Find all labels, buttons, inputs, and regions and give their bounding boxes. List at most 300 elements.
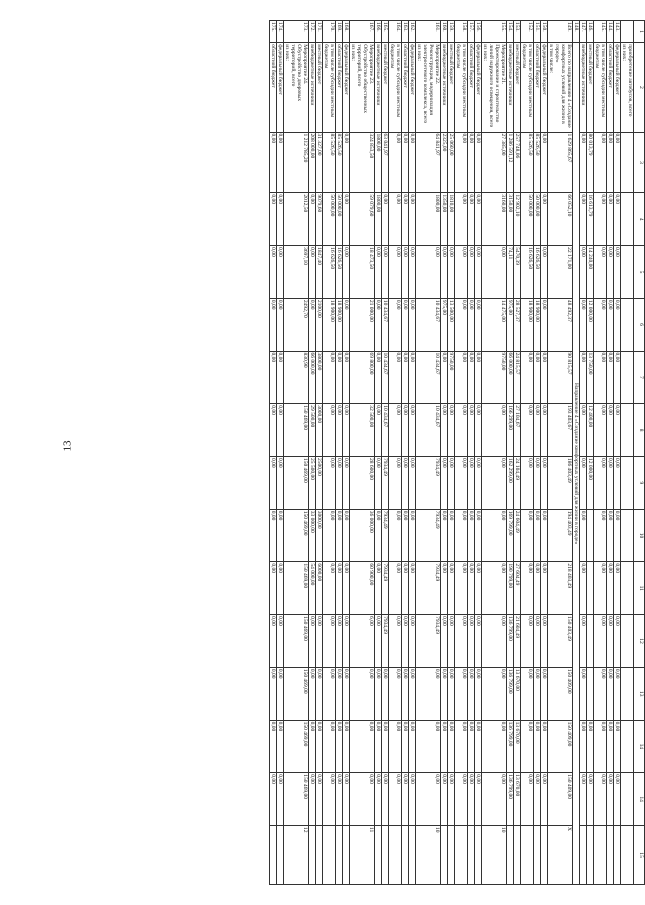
table-cell: 0,00 xyxy=(402,615,409,668)
row-number: 151. xyxy=(534,21,541,43)
table-cell: 0,00 xyxy=(521,509,534,562)
table-cell: 36 000,00 xyxy=(350,509,375,562)
table-cell: 11 xyxy=(350,826,375,885)
table-cell: 0,00 xyxy=(336,404,343,457)
table-cell: 0,00 xyxy=(587,720,594,773)
table-cell: 0,00 xyxy=(389,193,402,246)
table-cell: 0,00 xyxy=(594,351,607,404)
table-cell: 0,00 xyxy=(541,720,548,773)
row-number: 150. xyxy=(541,21,548,43)
table-cell: 0,00 xyxy=(343,193,350,246)
table-cell: 0,00 xyxy=(277,404,284,457)
table-cell: 0,00 xyxy=(270,193,277,246)
table-cell: 0,00 xyxy=(389,667,402,720)
table-cell: 12 000,00 xyxy=(587,456,594,509)
table-cell: 0,00 xyxy=(614,562,621,615)
table-cell: 0,00 xyxy=(580,562,587,615)
row-number: 174. xyxy=(277,21,284,43)
table-cell: 24 815,57 xyxy=(514,351,521,404)
row-label: в том числе субсидии местным бюджетам xyxy=(323,43,336,132)
table-cell: 0,00 xyxy=(534,562,541,615)
table-cell: 0,00 xyxy=(375,720,382,773)
table-cell: 0,00 xyxy=(580,351,587,404)
table-cell: 10 434,67 xyxy=(382,298,389,351)
table-cell: 0,00 xyxy=(409,298,416,351)
row-number: 163. xyxy=(402,21,409,43)
table-row xyxy=(541,21,548,885)
table-row xyxy=(375,21,382,885)
table-cell: 0,00 xyxy=(475,667,482,720)
table-cell: 1 286 591,12 xyxy=(507,132,514,193)
table-cell: 0,00 xyxy=(409,720,416,773)
table-cell: 0,00 xyxy=(534,456,541,509)
row-label: Мероприятие 24. Обустройство дворовых территорий, всего из них: xyxy=(284,43,309,132)
table-cell: 194 403,49 xyxy=(548,509,573,562)
table-cell: 14 240,00 xyxy=(587,246,594,299)
header-row xyxy=(634,21,645,885)
table-cell: 1800,00 xyxy=(375,193,382,246)
row-label: Мероприятие 22. Реконструкция, модернизация электросетевого комплекса, всего из них: xyxy=(416,43,441,132)
section-title: Направление 4 «Создание комфортных условий для жизни в городе» xyxy=(573,43,580,885)
table-cell: 150 409,00 xyxy=(548,667,573,720)
table-cell: 0,00 xyxy=(270,298,277,351)
table-cell: 0,00 xyxy=(389,509,402,562)
table-cell: 0,00 xyxy=(475,298,482,351)
table-cell xyxy=(448,826,455,885)
table-cell xyxy=(521,826,534,885)
table-cell: 0,00 xyxy=(375,667,382,720)
table-cell: 0,00 xyxy=(323,351,336,404)
table-cell: 0,00 xyxy=(594,720,607,773)
table-cell: 0,00 xyxy=(336,456,343,509)
table-cell: 0,00 xyxy=(541,298,548,351)
table-cell: 16 626,50 xyxy=(521,246,534,299)
table-cell: 3150,00 xyxy=(507,193,514,246)
table-cell: 32 500,00 xyxy=(350,404,375,457)
table-cell xyxy=(375,826,382,885)
table-cell: 0,00 xyxy=(316,773,323,826)
table-cell: 150 469,00 xyxy=(284,404,309,457)
table-cell: 136 799,00 xyxy=(507,773,514,826)
table-cell: 69 800,00 xyxy=(350,351,375,404)
table-cell xyxy=(621,404,634,457)
table-cell: 0,00 xyxy=(375,456,382,509)
table-cell: 190 799,00 xyxy=(507,562,514,615)
table-cell: 0,00 xyxy=(343,773,350,826)
table-cell xyxy=(514,826,521,885)
column-header: 12 xyxy=(634,615,645,668)
budget-table xyxy=(269,20,645,885)
table-row xyxy=(316,21,323,885)
table-cell: 150 403,49 xyxy=(548,615,573,668)
table-cell: 50 000,00 xyxy=(336,193,343,246)
table-cell: 0,00 xyxy=(389,404,402,457)
table-cell: 5470,39 xyxy=(514,246,521,299)
table-cell: 0,00 xyxy=(441,667,448,720)
table-cell: 0,00 xyxy=(336,773,343,826)
table-cell: 0,00 xyxy=(468,246,475,299)
table-cell: 0,00 xyxy=(614,615,621,668)
row-label: в том числе субсидии местным бюджетам xyxy=(594,43,607,132)
table-cell: 0,00 xyxy=(441,720,448,773)
column-header: 8 xyxy=(634,404,645,457)
table-cell xyxy=(621,456,634,509)
table-cell: 14 475,00 xyxy=(482,298,507,351)
table-cell: 0,00 xyxy=(441,615,448,668)
row-label: федеральный бюджет xyxy=(541,43,548,132)
table-cell xyxy=(621,773,634,826)
table-cell: 0,00 xyxy=(323,456,336,509)
row-number: 143. xyxy=(614,21,621,43)
row-label: федеральный бюджет xyxy=(343,43,350,132)
table-cell: 0,00 xyxy=(409,509,416,562)
table-cell: 0,00 xyxy=(323,562,336,615)
table-cell: 166 299,00 xyxy=(507,404,514,457)
table-cell: 0,00 xyxy=(614,773,621,826)
table-cell: 29 500,00 xyxy=(309,404,316,457)
row-label: местный бюджет xyxy=(316,43,323,132)
table-cell: 0,00 xyxy=(607,132,614,193)
column-header: 1 xyxy=(634,21,645,43)
table-cell: 0,00 xyxy=(270,720,277,773)
table-cell: 0,00 xyxy=(468,351,475,404)
row-label: местный бюджет xyxy=(448,43,455,132)
table-row xyxy=(514,21,521,885)
row-number: 158. xyxy=(455,21,468,43)
table-cell: 0,00 xyxy=(482,562,507,615)
table-cell: 0,00 xyxy=(375,298,382,351)
table-cell: 0,00 xyxy=(389,351,402,404)
table-cell: 0,00 xyxy=(389,720,402,773)
row-number: 153. xyxy=(514,21,521,43)
table-cell: 0,00 xyxy=(409,615,416,668)
table-cell: 0,00 xyxy=(402,132,409,193)
table-cell: 0,00 xyxy=(594,509,607,562)
table-cell: 0,00 xyxy=(448,615,455,668)
table-row xyxy=(284,21,309,885)
table-cell: 975,00 xyxy=(441,298,448,351)
table-cell: 150 469,00 xyxy=(284,773,309,826)
table-cell: 0,00 xyxy=(521,351,534,404)
table-cell: 0,00 xyxy=(475,404,482,457)
table-cell xyxy=(614,826,621,885)
table-cell xyxy=(621,667,634,720)
table-row xyxy=(607,21,614,885)
table-cell: 0,00 xyxy=(455,562,468,615)
table-cell: 0,00 xyxy=(402,404,409,457)
table-cell: 0,00 xyxy=(336,509,343,562)
table-cell: 150 409,00 xyxy=(548,720,573,773)
table-cell: 0,00 xyxy=(468,615,475,668)
table-cell: 50 000,00 xyxy=(534,193,541,246)
table-cell: 0,00 xyxy=(607,193,614,246)
table-cell: 9750,00 xyxy=(448,351,455,404)
table-cell: 0,00 xyxy=(416,246,441,299)
table-cell: 1 212 785,20 xyxy=(284,132,309,193)
table-cell: 0,00 xyxy=(534,667,541,720)
table-cell: 136 799,00 xyxy=(507,615,514,668)
table-cell: 0,00 xyxy=(277,720,284,773)
table-cell: 0,00 xyxy=(455,246,468,299)
table-cell: 0,00 xyxy=(270,404,277,457)
table-cell: 0,00 xyxy=(455,615,468,668)
table-cell: 1350,00 xyxy=(441,193,448,246)
table-cell: 0,00 xyxy=(594,246,607,299)
table-cell: 13 500,00 xyxy=(448,298,455,351)
table-cell: 0,00 xyxy=(270,509,277,562)
column-header: 6 xyxy=(634,298,645,351)
table-cell: 0,00 xyxy=(614,667,621,720)
table-cell: 0,00 xyxy=(375,773,382,826)
table-cell: 0,00 xyxy=(580,404,587,457)
table-cell: 0,00 xyxy=(534,509,541,562)
row-label: федеральный бюджет xyxy=(475,43,482,132)
table-row xyxy=(382,21,389,885)
table-cell: 33 000,00 xyxy=(309,509,316,562)
table-cell: 3000,00 xyxy=(316,509,323,562)
table-cell: 2100,00 xyxy=(316,298,323,351)
table-cell: 0,00 xyxy=(343,404,350,457)
row-number: 161. xyxy=(416,21,441,43)
table-cell: 0,00 xyxy=(521,773,534,826)
table-cell: 0,00 xyxy=(309,193,316,246)
table-cell: 0,00 xyxy=(580,193,587,246)
column-header: 14 xyxy=(634,720,645,773)
row-label: областной бюджет xyxy=(402,43,409,132)
table-cell: 0,00 xyxy=(389,132,402,193)
table-cell xyxy=(507,826,514,885)
table-cell: 0,00 xyxy=(277,132,284,193)
table-cell: 85 526,50 xyxy=(336,132,343,193)
table-cell: 0,00 xyxy=(594,773,607,826)
row-label: федеральный бюджет xyxy=(277,43,284,132)
table-cell: 0,00 xyxy=(455,509,468,562)
table-cell: 0,00 xyxy=(343,562,350,615)
table-cell: 3160,00 xyxy=(482,193,507,246)
table-cell: 13 750,00 xyxy=(587,351,594,404)
table-cell: 0,00 xyxy=(607,562,614,615)
table-cell xyxy=(621,615,634,668)
row-number: 165. xyxy=(382,21,389,43)
table-cell: 7934,49 xyxy=(382,562,389,615)
table-cell: 0,00 xyxy=(389,246,402,299)
row-number: 169. xyxy=(336,21,343,43)
table-cell: 0,00 xyxy=(343,132,350,193)
table-cell: 3697,10 xyxy=(284,246,309,299)
page-number: 13 xyxy=(61,440,74,452)
table-cell: 0,00 xyxy=(541,509,548,562)
table-cell: 0,00 xyxy=(441,562,448,615)
table-row xyxy=(336,21,343,885)
row-number: 171. xyxy=(316,21,323,43)
table-cell xyxy=(621,826,634,885)
row-number: 149. xyxy=(548,21,573,43)
table-cell xyxy=(336,826,343,885)
table-cell: 16 626,50 xyxy=(534,246,541,299)
table-row xyxy=(416,21,441,885)
table-cell: 0,00 xyxy=(448,720,455,773)
table-cell: 0,00 xyxy=(409,456,416,509)
table-cell: 13 670,00 xyxy=(514,667,521,720)
row-number: 164. xyxy=(389,21,402,43)
table-cell xyxy=(621,246,634,299)
table-cell: 0,00 xyxy=(534,615,541,668)
table-cell: 0,00 xyxy=(270,246,277,299)
table-cell: 0,00 xyxy=(614,246,621,299)
table-cell: 0,00 xyxy=(594,404,607,457)
table-cell: 85 526,50 xyxy=(521,132,534,193)
table-cell: 0,00 xyxy=(323,615,336,668)
table-cell: 2492,70 xyxy=(284,298,309,351)
table-cell: 6000,00 xyxy=(316,562,323,615)
table-cell: 0,00 xyxy=(468,562,475,615)
table-cell: 0,00 xyxy=(277,667,284,720)
table-cell: 50 000,00 xyxy=(521,193,534,246)
column-header: 11 xyxy=(634,562,645,615)
table-cell: 150 469,00 xyxy=(284,562,309,615)
table-cell xyxy=(621,298,634,351)
table-cell: 0,00 xyxy=(270,351,277,404)
table-cell xyxy=(541,826,548,885)
table-row xyxy=(621,21,634,885)
table-cell: 0,00 xyxy=(343,509,350,562)
table-cell: 31 327,00 xyxy=(316,132,323,193)
table-cell: 0,00 xyxy=(316,667,323,720)
table-cell xyxy=(475,826,482,885)
row-label: областной бюджет xyxy=(607,43,614,132)
table-cell: 0,00 xyxy=(323,509,336,562)
table-cell: 21 000,00 xyxy=(350,298,375,351)
table-cell xyxy=(587,509,594,562)
table-cell: 0,00 xyxy=(316,615,323,668)
table-cell: 0,00 xyxy=(409,773,416,826)
row-label: федеральный бюджет xyxy=(409,43,416,132)
table-cell: 13 670,00 xyxy=(514,773,521,826)
table-cell xyxy=(309,826,316,885)
row-label: Всего по направлению 4 «Создание комфортных условий для жизни в городе» в том числе: xyxy=(548,43,573,132)
table-cell: 0,00 xyxy=(468,773,475,826)
table-cell: 25 500,00 xyxy=(309,456,316,509)
column-header: 15 xyxy=(634,826,645,885)
table-cell: 60 900,00 xyxy=(350,562,375,615)
row-number: 155. xyxy=(482,21,507,43)
table-cell: 10 xyxy=(482,826,507,885)
table-cell xyxy=(409,826,416,885)
table-cell: 7934,49 xyxy=(382,509,389,562)
table-cell: 10 434,67 xyxy=(416,404,441,457)
row-number: 156. xyxy=(475,21,482,43)
table-cell: 0,00 xyxy=(382,246,389,299)
row-label: местный бюджет xyxy=(587,43,594,132)
table-cell: 0,00 xyxy=(375,615,382,668)
row-number: 168. xyxy=(343,21,350,43)
table-cell: 0,00 xyxy=(416,667,441,720)
table-cell: 0,00 xyxy=(277,193,284,246)
table-cell: 10 434,67 xyxy=(382,351,389,404)
table-cell: 0,00 xyxy=(614,509,621,562)
table-cell xyxy=(580,826,587,885)
table-cell: 0,00 xyxy=(323,667,336,720)
table-cell: 0,00 xyxy=(475,562,482,615)
table-cell: 66 000,00 xyxy=(309,351,316,404)
table-cell: 0,00 xyxy=(270,615,277,668)
table-cell: 0,00 xyxy=(607,351,614,404)
table-cell xyxy=(621,132,634,193)
table-cell: 85 526,50 xyxy=(323,132,336,193)
table-cell: 0,00 xyxy=(594,132,607,193)
table-cell: 0,00 xyxy=(455,720,468,773)
table-cell xyxy=(587,667,594,720)
table-cell: 0,00 xyxy=(594,562,607,615)
table-cell: 0,00 xyxy=(309,298,316,351)
table-cell: 0,00 xyxy=(614,404,621,457)
table-cell: 162 299,00 xyxy=(507,456,514,509)
table-cell: 0,00 xyxy=(475,773,482,826)
table-cell: 0,00 xyxy=(455,351,468,404)
table-cell: 0,00 xyxy=(323,720,336,773)
table-cell: 0,00 xyxy=(448,562,455,615)
table-cell: 0,00 xyxy=(541,456,548,509)
table-body xyxy=(270,21,634,885)
table-cell: 13 670,00 xyxy=(514,720,521,773)
table-cell: 2325,00 xyxy=(441,132,448,193)
table-row xyxy=(270,21,277,885)
table-cell: 0,00 xyxy=(468,132,475,193)
row-number: 145. xyxy=(594,21,607,43)
table-cell: 0,00 xyxy=(614,351,621,404)
table-cell xyxy=(594,826,607,885)
row-number: 172. xyxy=(309,21,316,43)
table-cell: 2012,50 xyxy=(284,193,309,246)
table-cell: 27 385,00 xyxy=(482,132,507,193)
table-cell: 0,00 xyxy=(343,667,350,720)
table-row xyxy=(402,21,409,885)
table-cell: 0,00 xyxy=(468,456,475,509)
table-cell: 0,00 xyxy=(343,720,350,773)
table-cell: 16 613,79 xyxy=(587,193,594,246)
table-cell: X xyxy=(548,826,573,885)
table-cell: 90 815,57 xyxy=(548,351,573,404)
table-cell: 0,00 xyxy=(468,298,475,351)
table-cell: 0,00 xyxy=(607,246,614,299)
table-container xyxy=(80,20,645,885)
table-cell: 0,00 xyxy=(343,456,350,509)
table-row xyxy=(614,21,621,885)
table-cell: 3000,00 xyxy=(316,404,323,457)
table-cell: 7934,49 xyxy=(416,562,441,615)
table-cell: 0,00 xyxy=(541,562,548,615)
table-cell: 0,00 xyxy=(270,562,277,615)
table-cell: 9750,00 xyxy=(482,351,507,404)
table-cell: 0,00 xyxy=(482,456,507,509)
table-cell: 1810,00 xyxy=(448,193,455,246)
table-cell: 0,00 xyxy=(409,404,416,457)
column-header: 3 xyxy=(634,132,645,193)
row-number xyxy=(621,21,634,43)
table-cell: 7934,49 xyxy=(382,615,389,668)
table-cell: 0,00 xyxy=(402,562,409,615)
table-cell: 80 013,79 xyxy=(587,132,594,193)
table-cell: 0,00 xyxy=(580,720,587,773)
table-cell: 0,00 xyxy=(336,667,343,720)
table-cell: 0,00 xyxy=(375,509,382,562)
table-cell: 136 799,00 xyxy=(507,720,514,773)
table-cell xyxy=(402,826,409,885)
table-cell: 0,00 xyxy=(482,720,507,773)
table-cell: 12 xyxy=(284,826,309,885)
table-cell: 0,00 xyxy=(336,351,343,404)
row-label: приобретение автобусов, всего из них: xyxy=(621,43,634,132)
